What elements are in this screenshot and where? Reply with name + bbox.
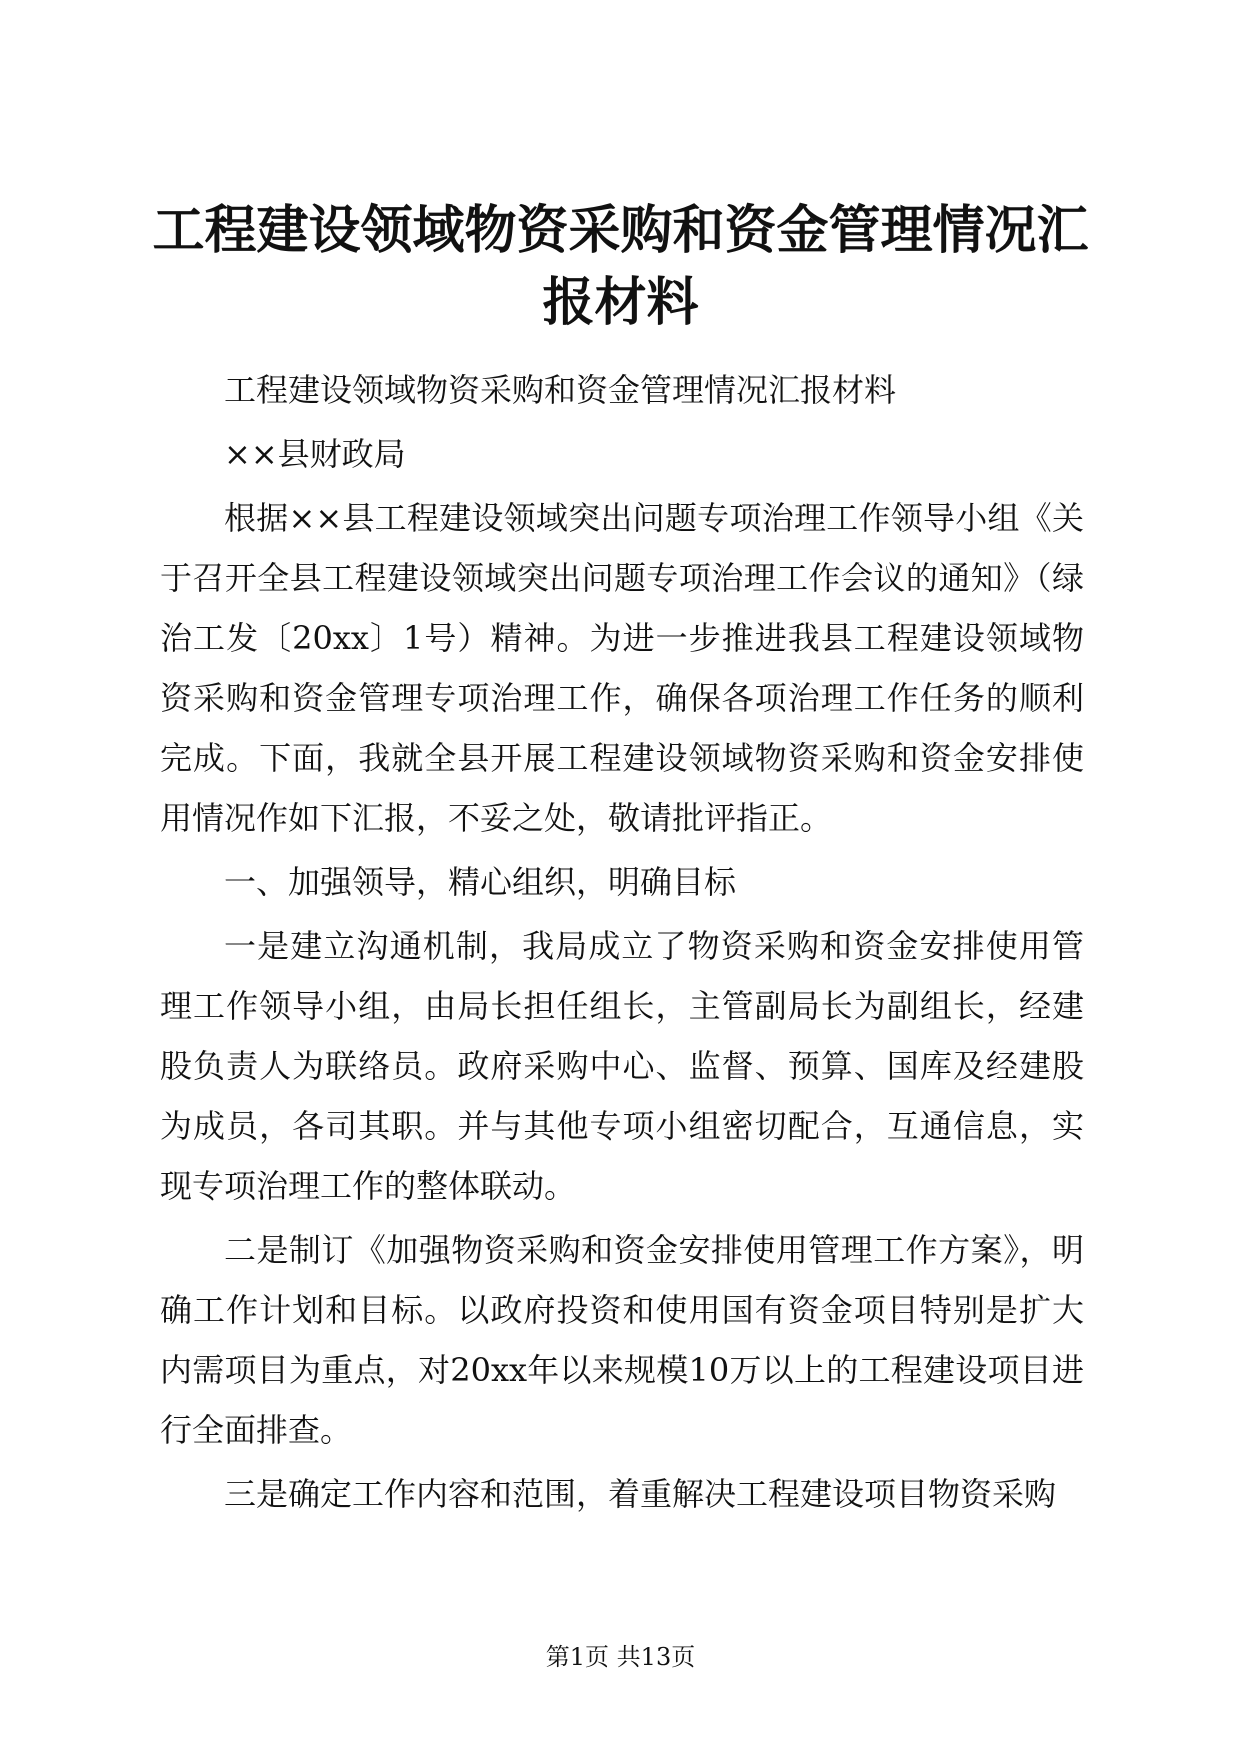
paragraph-item-3: 三是确定工作内容和范围，着重解决工程建设项目物资采购 <box>224 1475 1057 1513</box>
paragraph-author: ××县财政局 <box>224 435 406 473</box>
page-number: 第1页 共13页 <box>545 1643 696 1671</box>
paragraph-intro: 根据××县工程建设领域突出问题专项治理工作领导小组《关于召开全县工程建设领域突出问题专项治理工作会议的通知》（绿治工发〔20xx〕1号）精神。为进一步推进我县工程建设领域物资采购和资金管理专项治理工作，确保各项治理工作任务的顺利完成。下面，我就全县开展工程建设领域物资采购和资金安排使用情况作如下汇报，不妥之处，敬请批评指正。 <box>160 499 1084 837</box>
page-footer <box>0 1642 1241 1672</box>
paragraph-subtitle: 工程建设领域物资采购和资金管理情况汇报材料 <box>224 371 897 409</box>
paragraph-item-2: 二是制订《加强物资采购和资金安排使用管理工作方案》，明确工作计划和目标。以政府投资和使用国有资金项目特别是扩大内需项目为重点，对20xx年以来规模10万以上的工程建设项目进行全面排查。 <box>160 1231 1084 1449</box>
document-body <box>160 360 1084 1528</box>
document-title: 工程建设领域物资采购和资金管理情况汇报材料 <box>152 200 1089 333</box>
section-heading: 一、加强领导，精心组织，明确目标 <box>224 863 737 901</box>
paragraph-item-1: 一是建立沟通机制，我局成立了物资采购和资金安排使用管理工作领导小组，由局长担任组长，主管副局长为副组长，经建股负责人为联络员。政府采购中心、监督、预算、国库及经建股为成员，各司其职。并与其他专项小组密切配合，互通信息，实现专项治理工作的整体联动。 <box>160 927 1084 1205</box>
